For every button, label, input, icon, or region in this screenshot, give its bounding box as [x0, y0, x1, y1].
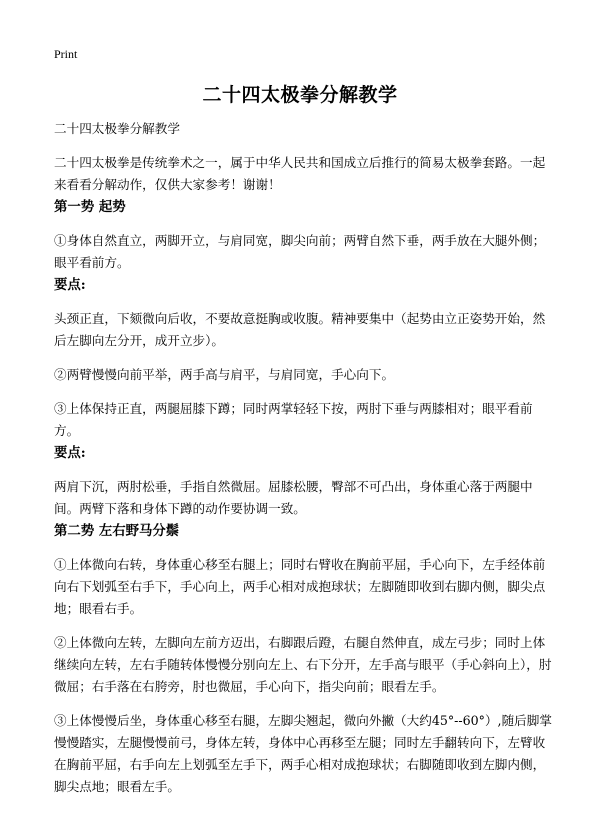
- step-1-1: ①身体自然直立，两脚开立，与肩同宽，脚尖向前；两臂自然下垂，两手放在大腿外侧；眼平看前方。: [54, 233, 546, 270]
- step-1-3: ③上体保持正直，两腿屈膝下蹲；同时两掌轻轻下按，两肘下垂与两膝相对；眼平看前方。: [54, 401, 533, 438]
- section-heading-2: 第二势 左右野马分鬃: [54, 523, 180, 539]
- intro-paragraph: 二十四太极拳是传统拳术之一，属于中华人民共和国成立后推行的简易太极拳套路。一起来看看分解动作，仅供大家参考！谢谢！: [54, 155, 546, 192]
- section-heading-1: 第一势 起势: [54, 199, 126, 215]
- page-title: 二十四太极拳分解教学: [202, 84, 398, 106]
- step-1-2: ②两臂慢慢向前平举，两手高与肩平，与肩同宽，手心向下。: [54, 367, 395, 382]
- key-points-2: 两肩下沉，两肘松垂，手指自然微屈。屈膝松腰，臀部不可凸出，身体重心落于两腿中间。两臂下落和身体下蹲的动作要协调一致。: [54, 479, 533, 516]
- key-points-1: 头颈正直，下颏微向后收，不要故意挺胸或收腹。精神要集中（起势由立正姿势开始，然后左脚向左分开，成开立步）。: [54, 311, 546, 348]
- step-2-2: ②上体微向左转，左脚向左前方迈出，右脚跟后蹬，右腿自然伸直，成左弓步；同时上体继续向左转，左右手随转体慢慢分别向左上、右下分开，左手高与眼平（手心斜向上），肘微屈；右手落在右胯旁，肘也微屈，手心向下，指尖向前；眼看左手。: [54, 635, 552, 694]
- intro-subtitle: 二十四太极拳分解教学: [54, 121, 180, 136]
- print-link[interactable]: Print: [54, 47, 78, 61]
- step-2-1: ①上体微向右转，身体重心移至右腿上；同时右臂收在胸前平屈，手心向下，左手经体前向右下划弧至右手下，手心向上，两手心相对成抱球状；左脚随即收到右脚内侧，脚尖点地；眼看右手。: [54, 557, 546, 616]
- key-points-heading-2: 要点:: [54, 445, 86, 461]
- article-body: [54, 118, 554, 798]
- step-2-3: ③上体慢慢后坐，身体重心移至右腿，左脚尖翘起，微向外撇（大约45°--60°）,随后脚掌慢慢踏实，左腿慢慢前弓，身体左转，身体中心再移至左腿；同时左手翻转向下，左臂收在胸前平屈，右手向左上划弧至左手下，两手心相对成抱球状；右脚随即收到左脚内侧，脚尖点地；眼看左手。: [54, 713, 552, 794]
- key-points-heading-1: 要点:: [54, 277, 86, 293]
